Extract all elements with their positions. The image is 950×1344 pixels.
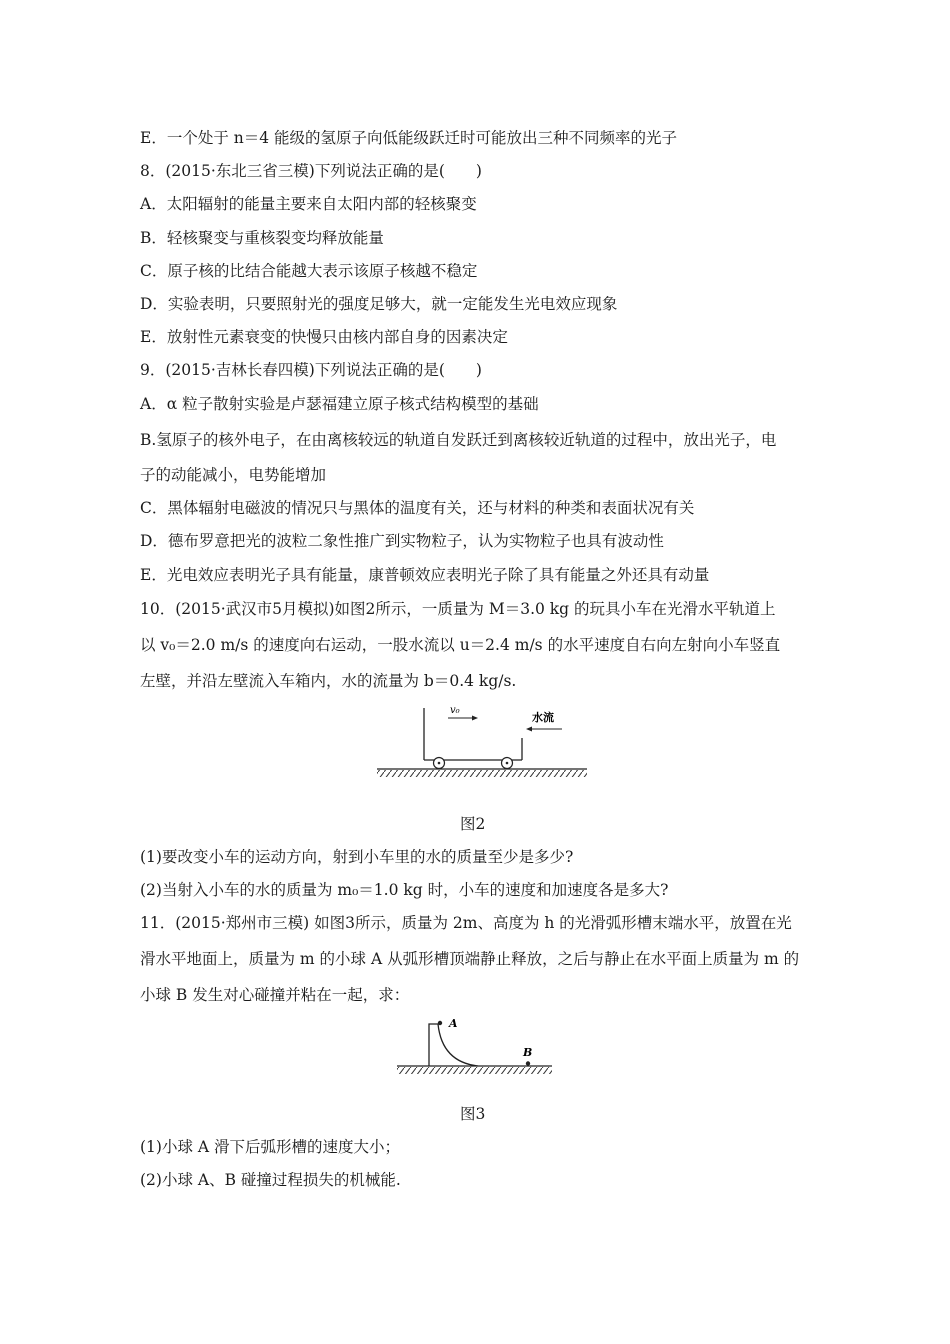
option-9a: A．α 粒子散射实验是卢瑟福建立原子核式结构模型的基础 [140,395,539,413]
question-10-part2: (2)当射入小车的水的质量为 m₀＝1.0 kg 时，小车的速度和加速度各是多大? [140,881,669,899]
velocity-label: v₀ [450,705,460,716]
ball-b-label: B [523,1046,533,1059]
question-11-part2: (2)小球 A、B 碰撞过程损失的机械能. [140,1171,401,1189]
figure-2-diagram [372,700,592,780]
figure-3-caption: 图3 [460,1105,486,1123]
option-8a: A．太阳辐射的能量主要来自太阳内部的轻核聚变 [140,195,477,213]
question-10-line2: 以 v₀＝2.0 m/s 的速度向右运动，一股水流以 u＝2.4 m/s 的水平速度自右向左射向小车竖直 [140,636,781,654]
question-11-line2: 滑水平地面上，质量为 m 的小球 A 从弧形槽顶端静止释放，之后与静止在水平面上质量为 m 的 [140,950,800,968]
question-10-part1: (1)要改变小车的运动方向，射到小车里的水的质量至少是多少? [140,848,574,866]
option-7e: E．一个处于 n＝4 能级的氢原子向低能级跃迁时可能放出三种不同频率的光子 [140,129,678,147]
option-8e: E．放射性元素衰变的快慢只由核内部自身的因素决定 [140,328,508,346]
option-9c: C．黑体辐射电磁波的情况只与黑体的温度有关，还与材料的种类和表面状况有关 [140,499,695,517]
option-9b-line2: 子的动能减小，电势能增加 [140,466,327,484]
option-8d: D．实验表明，只要照射光的强度足够大，就一定能发生光电效应现象 [140,295,618,313]
question-10-line3: 左壁，并沿左壁流入车箱内，水的流量为 b＝0.4 kg/s. [140,672,517,690]
question-11-line3: 小球 B 发生对心碰撞并粘在一起，求： [140,986,410,1004]
option-8c: C．原子核的比结合能越大表示该原子核越不稳定 [140,262,478,280]
figure-2-caption: 图2 [460,815,486,833]
question-10-line1: 10．(2015·武汉市5月模拟)如图2所示，一质量为 M＝3.0 kg 的玩具小车在光滑水平轨道上 [140,600,776,618]
ball-a-label: A [449,1017,458,1030]
option-8b: B．轻核聚变与重核裂变均释放能量 [140,229,384,247]
water-flow-label: 水流 [532,711,554,724]
question-8: 8．(2015·东北三省三模)下列说法正确的是( ) [140,162,482,180]
question-11-line1: 11．(2015·郑州市三模) 如图3所示，质量为 2m、高度为 h 的光滑弧形槽末端水平，放置在光 [140,914,792,932]
option-9b-line1: B.氢原子的核外电子，在由离核较远的轨道自发跃迁到离核较近轨道的过程中，放出光子，电 [140,431,777,449]
question-9: 9．(2015·吉林长春四模)下列说法正确的是( ) [140,361,482,379]
question-11-part1: (1)小球 A 滑下后弧形槽的速度大小； [140,1138,401,1156]
figure-3-diagram [392,1012,562,1082]
option-9e: E．光电效应表明光子具有能量，康普顿效应表明光子除了具有能量之外还具有动量 [140,566,710,584]
option-9d: D．德布罗意把光的波粒二象性推广到实物粒子，认为实物粒子也具有波动性 [140,532,664,550]
